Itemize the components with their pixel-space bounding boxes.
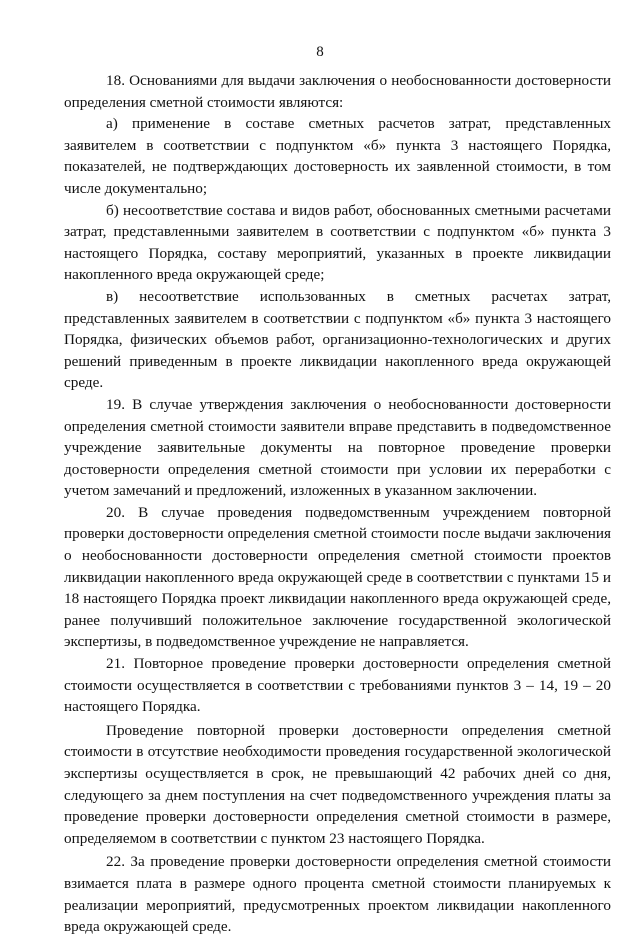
paragraph-21: 21. Повторное проведение проверки достоверности определения сметной стоимости осуществляется в соответствии с требованиями пунктов 3 – 14, 19 – 20 настоящего Порядка. bbox=[64, 655, 611, 716]
document-body bbox=[64, 70, 611, 938]
paragraph-20: 20. В случае проведения подведомственным учреждением повторной проверки достоверности определения сметной стоимости после выдачи заключения о необоснованности достоверности определения сметной стоимости проектов ликвидации накопленного вреда окружающей среде в соответствии с пунктами 15 и 18 настоящего Порядка проект ликвидации накопленного вреда окружающей среде, ранее получивший положительное заключение государственной экологической экспертизы, в подведомственное учреждение не направляется. bbox=[64, 503, 611, 651]
paragraph-18a: а) применение в составе сметных расчетов затрат, представленных заявителем в соответствии с подпунктом «б» пункта 3 настоящего Порядка, показателей, не подтверждающих достоверность их заявленной стоимости, в том числе документально; bbox=[64, 115, 611, 197]
paragraph-18b: б) несоответствие состава и видов работ, обоснованных сметными расчетами затрат, представленными заявителем в соответствии с подпунктом «б» пункта 3 настоящего Порядка, составу мероприятий, указанных в проекте ликвидации накопленного вреда окружающей среде; bbox=[64, 201, 611, 284]
paragraph-19: 19. В случае утверждения заключения о необоснованности достоверности определения сметной стоимости заявители вправе представить в подведомственное учреждение заявительные документы на повторное проведение проверки достоверности определения сметной стоимости при условии их переработки с учетом замечаний и предложений, изложенных в указанном заключении. bbox=[64, 395, 611, 500]
page-number: 8 bbox=[316, 44, 324, 60]
paragraph-18: 18. Основаниями для выдачи заключения о необоснованности достоверности определения сметной стоимости являются: bbox=[64, 72, 611, 111]
paragraph-22: 22. За проведение проверки достоверности определения сметной стоимости взимается плата в размере одного процента сметной стоимости планируемых к реализации мероприятий, предусмотренных проектом ликвидации накопленного вреда окружающей среде. bbox=[64, 853, 611, 936]
paragraph-18c: в) несоответствие использованных в сметных расчетах затрат, представленных заявителем в соответствии с подпунктом «б» пункта 3 настоящего Порядка, физических объемов работ, организационно-технологических и других решений приведенным в проекте ликвидации накопленного вреда окружающей среде. bbox=[64, 287, 611, 392]
paragraph-21-continued: Проведение повторной проверки достоверности определения сметной стоимости в отсутствие необходимости проведения государственной экологической экспертизы осуществляется в срок, не превышающий 42 рабочих дней со дня, следующего за днем поступления на счет подведомственного учреждения платы за проведение проверки достоверности определения сметной стоимости в размере, определяемом в соответствии с пунктом 23 настоящего Порядка. bbox=[64, 721, 611, 847]
